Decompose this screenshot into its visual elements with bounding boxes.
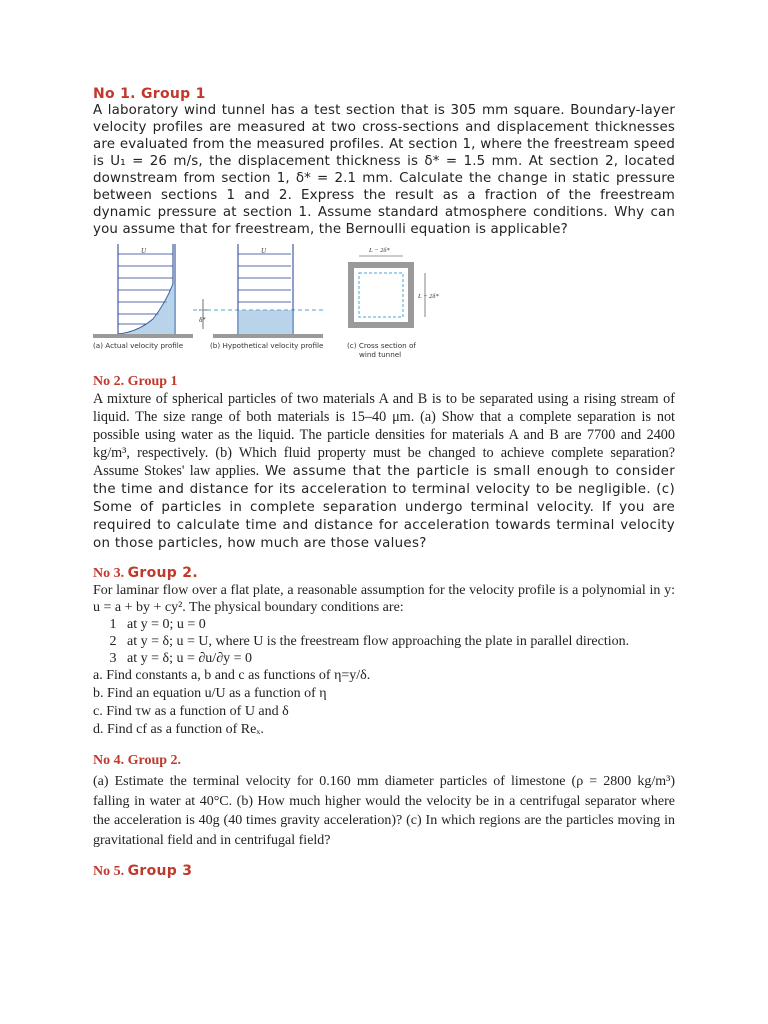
q3-condition-num: 3: [109, 651, 117, 666]
q2-body: [93, 390, 675, 552]
q3-condition-text: at y = δ; u = U, where U is the freestream flow approaching the plate in parallel direction.: [127, 634, 630, 649]
q3-condition-num: 2: [109, 634, 117, 649]
q3-condition: [93, 616, 675, 633]
q2-body-serif: A mixture of spherical particles of two materials A and B is to be separated using a rising stream of liquid. The size range of both materials is 15–40 μm. (a) Show that a complete separation is not possible using water as the liquid. The particle densities for materials A and B are 7700 and 2400 kg/m³, respectively. (b) Which fluid property must be changed to achieve complete separation? Assume Stokes' law applies.: [93, 391, 675, 479]
q2-body-sans: We assume that the particle is small enough to consider the time and distance for its acceleration to terminal velocity to be negligible. (c) Some of particles in complete separation undergo terminal velocity. If you are required to calculate time and distance for acceleration towards terminal velocity on those particles, how much are those values?: [93, 464, 675, 551]
fig-delta-label: δ*: [199, 316, 206, 324]
q3-condition-num: 1: [109, 617, 117, 632]
q2-heading: No 2. Group 1: [93, 374, 178, 389]
q3-task: a. Find constants a, b and c as functions of η=y/δ.: [93, 668, 371, 683]
q3-heading: [93, 565, 675, 582]
q1-body: A laboratory wind tunnel has a test section that is 305 mm square. Boundary-layer velocity profiles are measured at two cross-sections and displacement thicknesses are evaluated from the measured profiles. At section 1, where the freestream speed is U₁ = 26 m/s, the displacement thickness is δ* = 1.5 mm. At section 2, located downstream from section 1, δ* = 2.1 mm. Calculate the change in static pressure between sections 1 and 2. Express the result as a fraction of the freestream dynamic pressure at section 1. Assume standard atmosphere conditions. Why can you assume that for freestream, the Bernoulli equation is applicable?: [93, 103, 675, 237]
q3-intro: For laminar flow over a flat plate, a reasonable assumption for the velocity profile is a polynomial in y: u = a + by + cy². The physical boundary conditions are:: [93, 583, 675, 615]
q5-heading: [93, 863, 675, 880]
tunnel-cross-section-diagram: [345, 244, 455, 344]
q3-condition: [93, 650, 675, 667]
q5-heading-group: Group 3: [127, 863, 193, 879]
fig-caption-c2: wind tunnel: [359, 350, 402, 359]
q3-heading-group: Group 2.: [127, 565, 198, 581]
fig-L-side-label: L − 2δ*: [418, 293, 439, 300]
q3-heading-no: No 3.: [93, 566, 125, 581]
q5-heading-no: No 5.: [93, 864, 125, 879]
q3-task: b. Find an equation u/U as a function of η: [93, 686, 327, 701]
document-page: [93, 86, 675, 880]
q1-figure: [93, 244, 675, 364]
q1-heading: No 1. Group 1: [93, 86, 206, 102]
fig-caption-b: (b) Hypothetical velocity profile: [210, 341, 324, 350]
q3-task: c. Find τw as a function of U and δ: [93, 704, 289, 719]
q4-heading: No 4. Group 2.: [93, 753, 182, 768]
fig-caption-c1: (c) Cross section of: [347, 341, 416, 350]
fig-u-label-b: U: [261, 247, 267, 255]
q4-body: (a) Estimate the terminal velocity for 0.160 mm diameter particles of limestone (ρ = 2800 kg/m³) falling in water at 40°C. (b) How much higher would the velocity be in a centrifugal separator where the acceleration is 40g (40 times gravity acceleration)? (c) In which regions are the particles moving in gravitational field and in centrifugal field?: [93, 774, 675, 848]
fig-L-top-label: L − 2δ*: [369, 247, 390, 254]
q3-condition-text: at y = 0; u = 0: [127, 617, 206, 632]
fig-u-label-a: U: [141, 247, 147, 255]
q3-task: d. Find cf as a function of Reₓ.: [93, 722, 264, 737]
fig-caption-a: (a) Actual velocity profile: [93, 341, 184, 350]
q3-condition-text: at y = δ; u = ∂u/∂y = 0: [127, 651, 253, 666]
q3-condition: [93, 633, 675, 650]
